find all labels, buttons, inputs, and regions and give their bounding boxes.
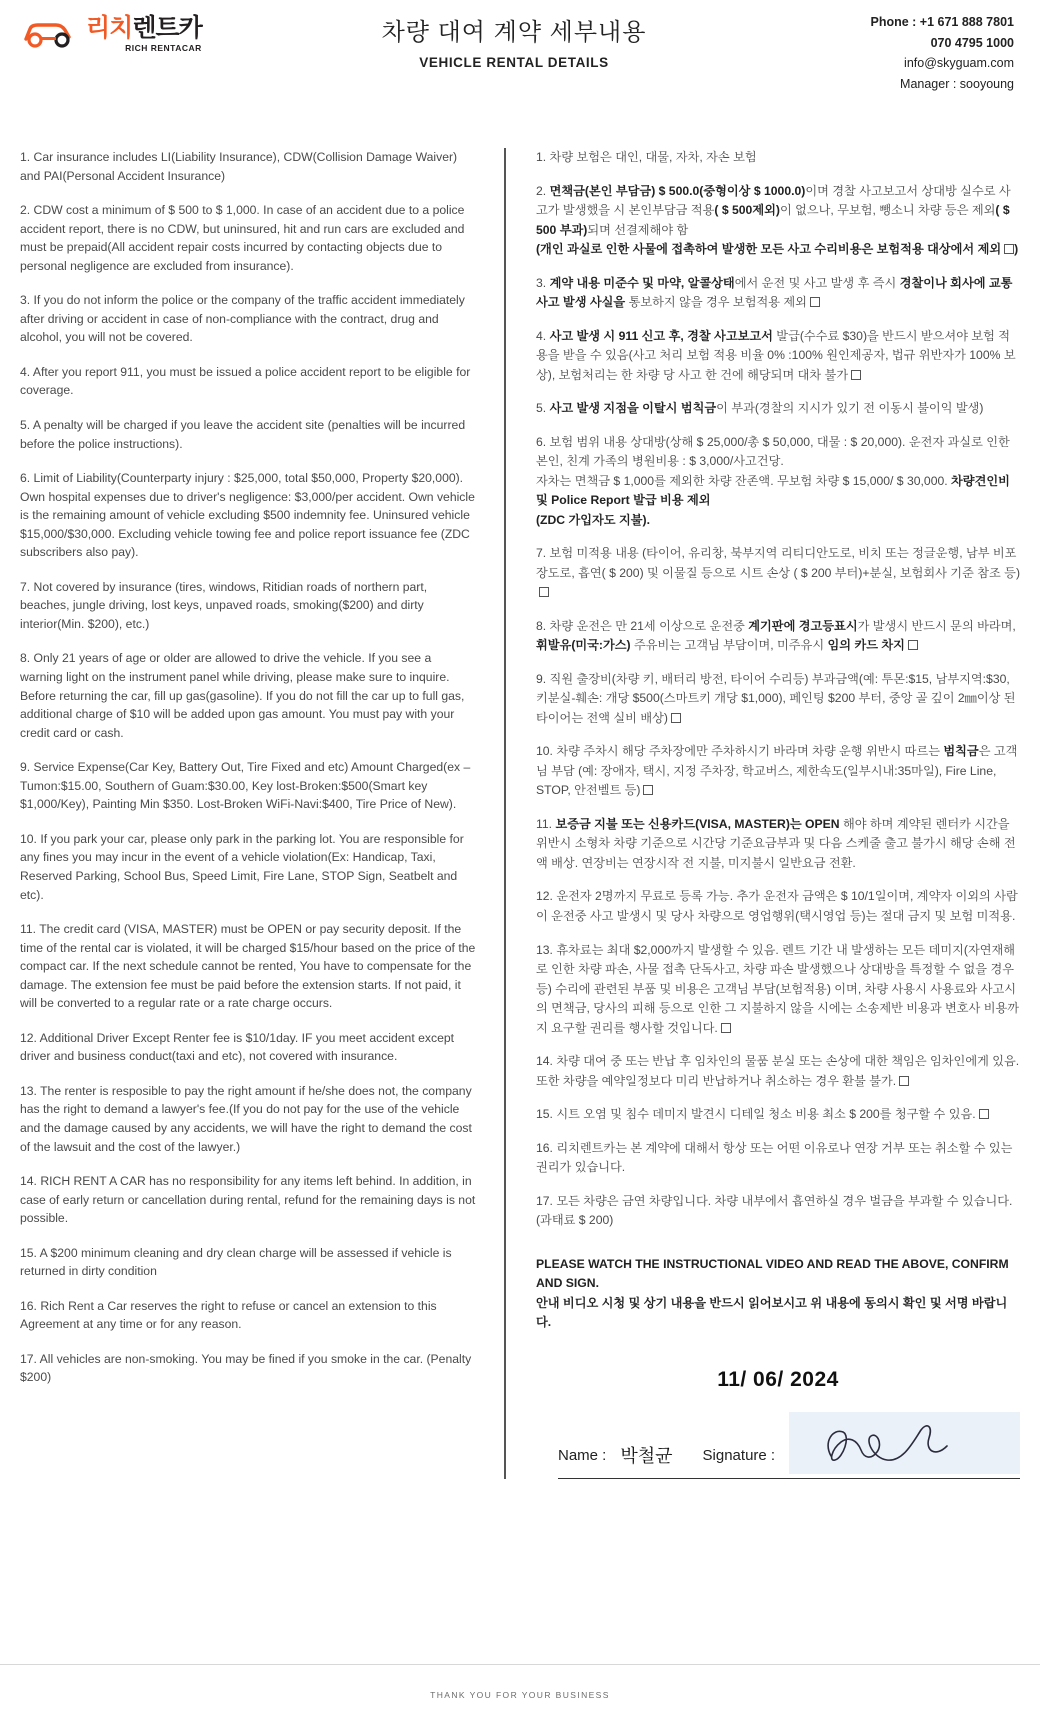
signature-label: Signature : (702, 1447, 776, 1465)
english-term-item: 8. Only 21 years of age or older are allowed to drive the vehicle. If you see a warning light on the instrument panel while driving, please make sure to inquire. Before returning the car, fill up gas(gasoline). If you do not fill the car up to full gas, additional charge of $10 will be added upon gas amount. You must pay with your credit card or cash. (20, 651, 465, 740)
instruction-english: PLEASE WATCH THE INSTRUCTIONAL VIDEO AND READ THE ABOVE, CONFIRM AND SIGN. (536, 1256, 1009, 1291)
english-term-item: 14. RICH RENT A CAR has no responsibility for any items left behind. In addition, in case of early return or cancellation during rental, refund for the remaining days is not possible. (20, 1174, 476, 1226)
english-term-item: 6. Limit of Liability(Counterparty injury : $25,000, total $50,000, Property $20,000). Own hospital expenses due to driver's negligence: $3,000/per accident. Own vehicle is the remaining amount of vehicle excluding $500 indemnity fee. Uninsured vehicle $15,000/$30,000. Excluding vehicle towing fee and police report issuance fee (ZDC subscribers also pay). (20, 471, 475, 560)
phone-secondary: 070 4795 1000 (930, 35, 1014, 50)
document-footer (0, 1664, 1040, 1724)
title-korean: 차량 대여 계약 세부내용 (381, 19, 647, 46)
english-term-item: 11. The credit card (VISA, MASTER) must be OPEN or pay security deposit. If the time of the rental car is violated, it will be charged $15/hour based on the price of the compact car. If the next schedule cannot be rented, You have to compensate for the damage. The extension fee must be paid before the extension starts. If not paid, it will be converted to a regular rate or a rate charge occurs. (20, 922, 476, 1011)
english-term-item: 12. Additional Driver Except Renter fee is $10/1day. IF you meet accident except driver and business conduct(taxi and etc), not covered with insurance. (20, 1030, 455, 1064)
terms-columns (0, 96, 1040, 1479)
korean-term-item: 8. 차량 운전은 만 21세 이상으로 운전중 계기판에 경고등표시가 발생시 반드시 문의 바라며, 휘발유(미국:가스) 주유비는 고객님 부담이며, 미주유시 임의 카드 차지 (536, 618, 1016, 653)
korean-term-item: 4. 사고 발생 시 911 신고 후, 경찰 사고보고서 발급(수수료 $30)을 반드시 받으셔야 보험 적용을 받을 수 있음(사고 처리 보험 적용 비율 0% :100% 원인제공자, 법규 위반자가 100% 보상), 보험처리는 한 차량 당 사고 한 건에 해당되며 대차 불가 (536, 328, 1016, 382)
korean-term-item: 5. 사고 발생 지점을 이탈시 범칙금이 부과(경찰의 지시가 있기 전 이동시 불이익 발생) (536, 401, 984, 416)
logo-char-1: 리 (86, 14, 110, 42)
english-term-item: 16. Rich Rent a Car reserves the right to refuse or cancel an extension to this Agreement at any time or for any reason. (20, 1298, 437, 1332)
customer-name: 박철균 (620, 1445, 673, 1466)
korean-term-item: 3. 계약 내용 미준수 및 마약, 알콜상태에서 운전 및 사고 발생 후 즉시 경찰이나 회사에 교통 사고 발생 사실을 통보하지 않을 경우 보험적용 제외 (536, 275, 1013, 310)
english-term-item: 1. Car insurance includes LI(Liability Insurance), CDW(Collision Damage Waiver) and PAI(Personal Accident Insurance) (20, 150, 458, 183)
korean-term-item: 10. 차량 주차시 해당 주차장에만 주차하시기 바라며 차량 운행 위반시 따르는 범칙금은 고객님 부담 (예: 장애자, 택시, 지정 주차장, 학교버스, 제한속도(일부시내:35마일), Fire Line, STOP, 안전벨트 등) (536, 744, 1018, 798)
contact-info (776, 10, 1014, 95)
car-icon (22, 19, 80, 49)
signature-instructions (536, 1255, 1020, 1333)
korean-term-item: 7. 보험 미적용 내용 (타이어, 유리창, 북부지역 리티디안도로, 비치 또는 정글운행, 남부 비포장도로, 흡연( $ 200) 및 이물질 등으로 시트 손상 ( $ 200 부터)+분실, 보험회사 기준 참조 등) (536, 544, 1020, 603)
korean-term-item: 9. 직원 출장비(차량 키, 배터리 방전, 타이어 수리등) 부과금액(예: 투몬:$15, 남부지역:$30, 키분실-훼손: 개당 $500(스마트키 개당 $1,000), 페인팅 $200 부터, 중앙 골 깊이 2㎜이상 된 타이어는 전액 실비 배상) (536, 671, 1016, 725)
logo-subtitle: RICH RENTACAR (125, 43, 202, 53)
logo-text (86, 16, 202, 53)
instruction-korean: 안내 비디오 시청 및 상기 내용을 반드시 읽어보시고 위 내용에 동의시 확인 및 서명 바랍니다. (536, 1295, 1008, 1330)
english-term-item: 9. Service Expense(Car Key, Battery Out, Tire Fixed and etc) Amount Charged(ex –Tumon:$15.00, Southern of Guam:$30.00, Key lost-Broken:$500(Smart key $1,000/Key), Painting Min $350. Lost-Broken WiFi-Navi:$400, Tire Price of New). (20, 760, 471, 812)
column-divider (504, 148, 506, 1479)
english-term-item: 15. A $200 minimum cleaning and dry clean charge will be assessed if vehicle is returned in dirty condition (20, 1245, 452, 1279)
english-term-item: 4. After you report 911, you must be issued a police accident report to be eligible for coverage. (20, 364, 471, 398)
company-logo (22, 10, 252, 53)
english-term-item: 5. A penalty will be charged if you leave the accident site (penalties will be incurred before the police instructions). (20, 418, 466, 451)
korean-term-item: 2. 면책금(본인 부담금) $ 500.0(중형이상 $ 1000.0)이며 경찰 사고보고서 상대방 실수로 사고가 발생했을 시 본인부담금 적용( $ 500제외)이 없으나, 무보험, 뺑소니 차량 등은 제외( $ 500 부과)되며 선결제해야 함 (개인 과실로 인한 사물에 접촉하여 발생한 모든 사고 수리비용은 보험적용 대상에서 제외 ) (536, 183, 1019, 257)
email-address: info@skyguam.com (904, 56, 1014, 71)
english-term-item: 17. All vehicles are non-smoking. You may be fined if you smoke in the car. (Penalty $200) (20, 1351, 472, 1385)
contract-date: 11/ 06/ 2024 (717, 1367, 839, 1391)
page-title (252, 10, 776, 70)
korean-term-item: 16. 리치렌트카는 본 계약에 대해서 항상 또는 어떤 이유로나 연장 거부 또는 취소할 수 있는 권리가 있습니다. (536, 1140, 1013, 1175)
korean-term-item: 14. 차량 대여 중 또는 반납 후 임차인의 물품 분실 또는 손상에 대한 책임은 임차인에게 있음. 또한 차량을 예약일정보다 미리 반납하거나 취소하는 경우 환불 불가. (536, 1054, 1020, 1088)
korean-term-item: 13. 휴차료는 최대 $2,000까지 발생할 수 있음. 렌트 기간 내 발생하는 모든 데미지(자연재해로 인한 차량 파손, 사물 접촉 단독사고, 차량 파손 발생했으나 상대방을 특정할 수 없을 경우 등) 수리에 관련된 부품 및 비용은 고객님 부담(보험적용) 이며, 차량 사용시 사용료와 사고시의 면책금, 당사의 피해 등으로 인한 그 지불하지 않을 시에는 소송제반 비용과 변호사 비용까지 요구할 권리를 행사할 것입니다. (536, 942, 1020, 1035)
korean-term-item: 1. 차량 보험은 대인, 대물, 자차, 자손 보험 (536, 150, 757, 164)
phone-primary: Phone : +1 671 888 7801 (870, 15, 1014, 29)
korean-term-item: 15. 시트 오염 및 침수 데미지 발견시 디테일 청소 비용 최소 $ 200를 청구할 수 있음. (536, 1105, 1020, 1125)
korean-term-item: 6. 보험 범위 내용 상대방(상해 $ 25,000/총 $ 50,000, 대물 : $ 20,000). 운전자 과실로 인한 본인, 친계 가족의 병원비용 : $ 3,000/사고건당. 자차는 면책금 $ 1,000를 제외한 차량 잔존액. 무보험 차량 $ 15,000/ $ 30,000. 차량견인비 및 Police Report 발급 비용 제외 (ZDC 가입자도 지불). (536, 434, 1010, 527)
logo-char-2: 치 (109, 14, 133, 42)
korean-term-item: 11. 보증금 지불 또는 신용카드(VISA, MASTER)는 OPEN 해야 하며 계약된 렌터카 시간을 위반시 소형차 차량 기준으로 시간당 기준요금부과 및 다음 스케줄 출고 불가시 해당 손해 전액 배상. 연장비는 연장시작 전 지불, 미지불시 일반요금 전환. (536, 816, 1016, 870)
english-term-item: 13. The renter is resposible to pay the right amount if he/she does not, the company has the right to demand a lawyer's fee.(If you do not pay for the use of the vehicle and the damage caused by any accidents, we will have the right to demand the cost of the lawsuit and the cost of the lawyer.) (20, 1083, 472, 1154)
footer-text: THANK YOU FOR YOUR BUSINESS (430, 1689, 610, 1700)
name-label: Name : (558, 1447, 607, 1465)
document-header (0, 0, 1040, 96)
korean-term-item: 12. 운전자 2명까지 무료로 등록 가능. 추가 운전자 금액은 $ 10/1일이며, 계약자 이외의 사람이 운전중 사고 발생시 및 당사 차량으로 영업행위(택시영업 등)는 절대 금지 및 보험 미적용. (536, 889, 1018, 923)
signature-row (558, 1412, 1020, 1479)
english-term-item: 2. CDW cost a minimum of $ 500 to $ 1,000. In case of an accident due to a police accident report, there is no CDW, but uninsured, hit and run cars are excluded and must be prepaid(All accident repair costs incurred by contacting objects due to personal negligence are excluded from insurance). (20, 203, 465, 273)
logo-wordmark (86, 16, 202, 41)
english-term-item: 10. If you park your car, please only park in the parking lot. You are responsible for any fines you may incur in the event of a vehicle violation(Ex: Handicap, Taxi, Reserved Parking, School Bus, Speed Limit, Fire Lane, STOP Sign, Seatbelt and etc). (20, 831, 464, 902)
logo-char-3: 렌트카 (132, 14, 202, 42)
title-english: VEHICLE RENTAL DETAILS (419, 55, 609, 70)
manager-name: Manager : sooyoung (900, 76, 1014, 91)
english-term-item: 3. If you do not inform the police or the company of the traffic accident immediately after driving or accident in case of non-compliance with the contract, drug and alcohol, you will not be covered. (20, 293, 465, 345)
korean-terms-column (510, 148, 1020, 1479)
english-term-item: 7. Not covered by insurance (tires, windows, Ritidian roads of northern part, beaches, jungle driving, lost keys, unpaved roads, smoking($200) and dirty interior(Min. $200), etc.) (20, 579, 428, 631)
korean-terms-list (536, 148, 1020, 1231)
korean-term-item: 17. 모든 차량은 금연 차량입니다. 차량 내부에서 흡연하실 경우 벌금을 부과할 수 있습니다. (과태료 $ 200) (536, 1193, 1013, 1228)
signature-field[interactable] (789, 1412, 1020, 1474)
english-terms-column (20, 148, 500, 1479)
signature-mark (817, 1416, 967, 1474)
